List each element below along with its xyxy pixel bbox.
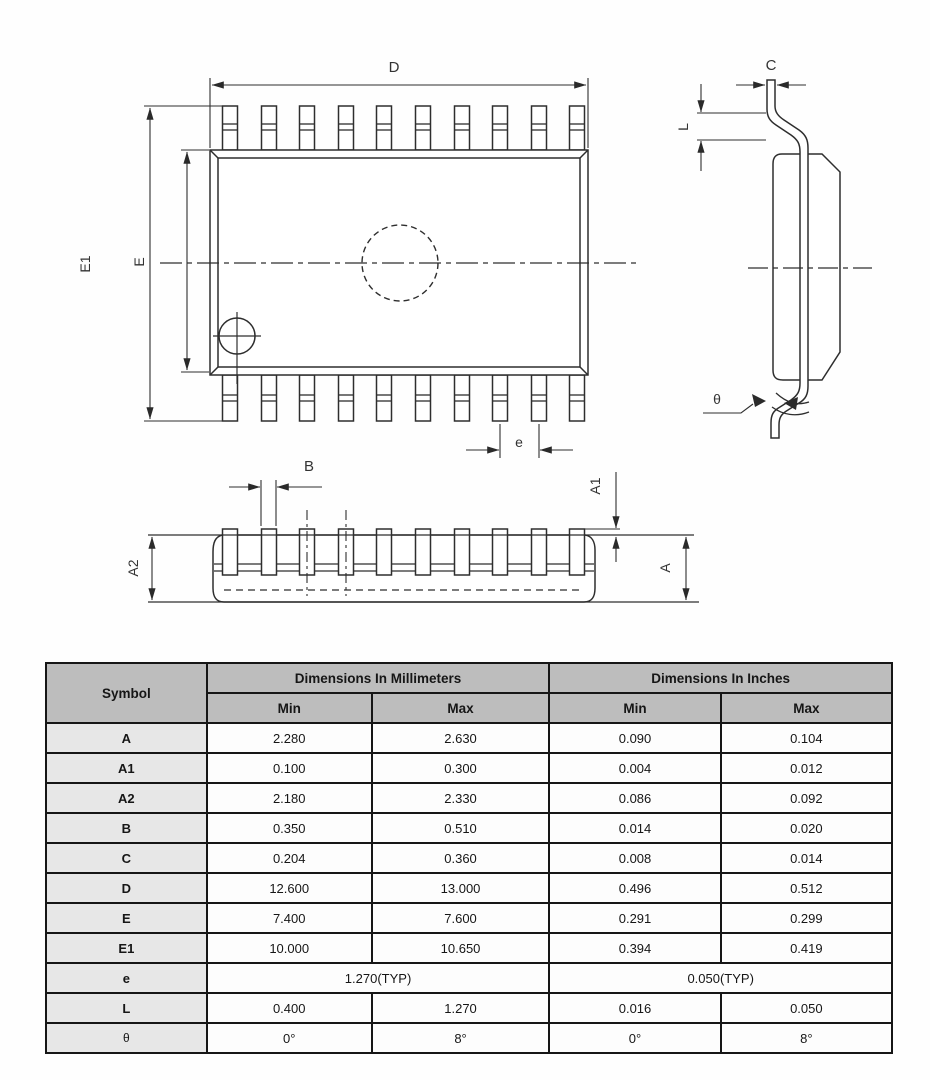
header-in-min: Min — [549, 693, 720, 723]
symbol-cell: θ — [46, 1023, 207, 1053]
dim-label-c: C — [765, 57, 777, 74]
pin — [377, 375, 392, 421]
table-row-b — [46, 813, 892, 843]
value-cell: 0.012 — [721, 753, 892, 783]
pin — [532, 375, 547, 421]
angle-arrow — [752, 394, 766, 407]
side-view — [675, 57, 872, 438]
value-cell: 0.419 — [721, 933, 892, 963]
value-cell: 0.360 — [372, 843, 550, 873]
lead — [377, 529, 392, 575]
value-cell: 2.180 — [207, 783, 372, 813]
symbol-cell: E — [46, 903, 207, 933]
symbol-cell: C — [46, 843, 207, 873]
value-cell: 0.020 — [721, 813, 892, 843]
value-cell: 0.400 — [207, 993, 372, 1023]
value-cell: 0.104 — [721, 723, 892, 753]
table-row-e1 — [46, 933, 892, 963]
header-mm-min: Min — [207, 693, 372, 723]
table-row-a2 — [46, 783, 892, 813]
symbol-cell: D — [46, 873, 207, 903]
top-view — [77, 59, 636, 458]
value-cell: 0.014 — [549, 813, 720, 843]
dim-label-theta: θ — [713, 391, 721, 407]
header-mm-max: Max — [372, 693, 550, 723]
table-row-a — [46, 723, 892, 753]
value-cell: 0.510 — [372, 813, 550, 843]
dim-label-d: D — [388, 59, 400, 76]
lead — [455, 529, 470, 575]
lead — [532, 529, 547, 575]
value-cell: 0.350 — [207, 813, 372, 843]
value-cell: 7.600 — [372, 903, 550, 933]
dim-label-a1: A1 — [587, 477, 603, 495]
header-inches: Dimensions In Inches — [549, 663, 892, 693]
value-cell: 13.000 — [372, 873, 550, 903]
header-in-max: Max — [721, 693, 892, 723]
value-cell: 0° — [207, 1023, 372, 1053]
pin-row-top — [223, 106, 585, 150]
pin — [570, 375, 585, 421]
value-cell-typ: 1.270(TYP) — [207, 963, 550, 993]
value-cell: 0.299 — [721, 903, 892, 933]
table-row-e — [46, 903, 892, 933]
pin — [262, 106, 277, 150]
value-cell: 12.600 — [207, 873, 372, 903]
symbol-cell: E1 — [46, 933, 207, 963]
table-row-theta — [46, 1023, 892, 1053]
pin — [223, 375, 238, 421]
value-cell: 0.092 — [721, 783, 892, 813]
symbol-cell: B — [46, 813, 207, 843]
value-cell: 2.280 — [207, 723, 372, 753]
pin — [300, 106, 315, 150]
value-cell: 2.330 — [372, 783, 550, 813]
value-cell: 2.630 — [372, 723, 550, 753]
dim-label-b: B — [303, 458, 315, 475]
value-cell: 0.050 — [721, 993, 892, 1023]
header-millimeters: Dimensions In Millimeters — [207, 663, 550, 693]
pin — [532, 106, 547, 150]
pin — [493, 375, 508, 421]
value-cell: 0.100 — [207, 753, 372, 783]
pin — [223, 106, 238, 150]
dim-label-pitch: e — [515, 434, 523, 450]
value-cell: 0.086 — [549, 783, 720, 813]
table-header-row — [46, 663, 892, 693]
value-cell: 0.008 — [549, 843, 720, 873]
dim-label-a2: A2 — [125, 559, 141, 577]
dimension-l — [697, 84, 766, 171]
symbol-cell: A2 — [46, 783, 207, 813]
pin — [416, 106, 431, 150]
value-cell: 0.496 — [549, 873, 720, 903]
pin — [339, 106, 354, 150]
value-cell: 8° — [372, 1023, 550, 1053]
pin — [570, 106, 585, 150]
table-row-a1 — [46, 753, 892, 783]
lead — [262, 529, 277, 575]
dim-label-a: A — [657, 563, 673, 573]
pin — [416, 375, 431, 421]
value-cell-typ: 0.050(TYP) — [549, 963, 892, 993]
dim-label-e1: E1 — [77, 255, 93, 273]
value-cell: 0.291 — [549, 903, 720, 933]
table-row-pitch — [46, 963, 892, 993]
value-cell: 1.270 — [372, 993, 550, 1023]
lead — [570, 529, 585, 575]
symbol-cell: L — [46, 993, 207, 1023]
dimensions-table — [45, 662, 893, 1054]
pin — [339, 375, 354, 421]
value-cell: 0.300 — [372, 753, 550, 783]
pin-row-bottom — [223, 375, 585, 421]
table-row-c — [46, 843, 892, 873]
table-row-d — [46, 873, 892, 903]
value-cell: 0° — [549, 1023, 720, 1053]
pin — [377, 106, 392, 150]
value-cell: 0.090 — [549, 723, 720, 753]
dimension-b — [229, 480, 322, 526]
value-cell: 10.650 — [372, 933, 550, 963]
lead — [493, 529, 508, 575]
table-row-l — [46, 993, 892, 1023]
pin — [455, 106, 470, 150]
pin — [493, 106, 508, 150]
value-cell: 10.000 — [207, 933, 372, 963]
dim-label-l: L — [675, 123, 691, 131]
symbol-cell: A — [46, 723, 207, 753]
lead — [223, 529, 238, 575]
symbol-cell: e — [46, 963, 207, 993]
pin — [262, 375, 277, 421]
lead — [416, 529, 431, 575]
pin — [455, 375, 470, 421]
value-cell: 0.016 — [549, 993, 720, 1023]
front-view — [125, 458, 699, 602]
leader-line — [703, 404, 753, 413]
value-cell: 0.512 — [721, 873, 892, 903]
header-symbol: Symbol — [46, 663, 207, 723]
dimensions-table-container — [45, 662, 893, 1054]
value-cell: 8° — [721, 1023, 892, 1053]
value-cell: 0.014 — [721, 843, 892, 873]
pin — [300, 375, 315, 421]
dim-label-e: E — [131, 257, 147, 267]
value-cell: 0.204 — [207, 843, 372, 873]
value-cell: 0.394 — [549, 933, 720, 963]
dimension-e-body — [181, 150, 209, 372]
value-cell: 7.400 — [207, 903, 372, 933]
symbol-cell: A1 — [46, 753, 207, 783]
value-cell: 0.004 — [549, 753, 720, 783]
